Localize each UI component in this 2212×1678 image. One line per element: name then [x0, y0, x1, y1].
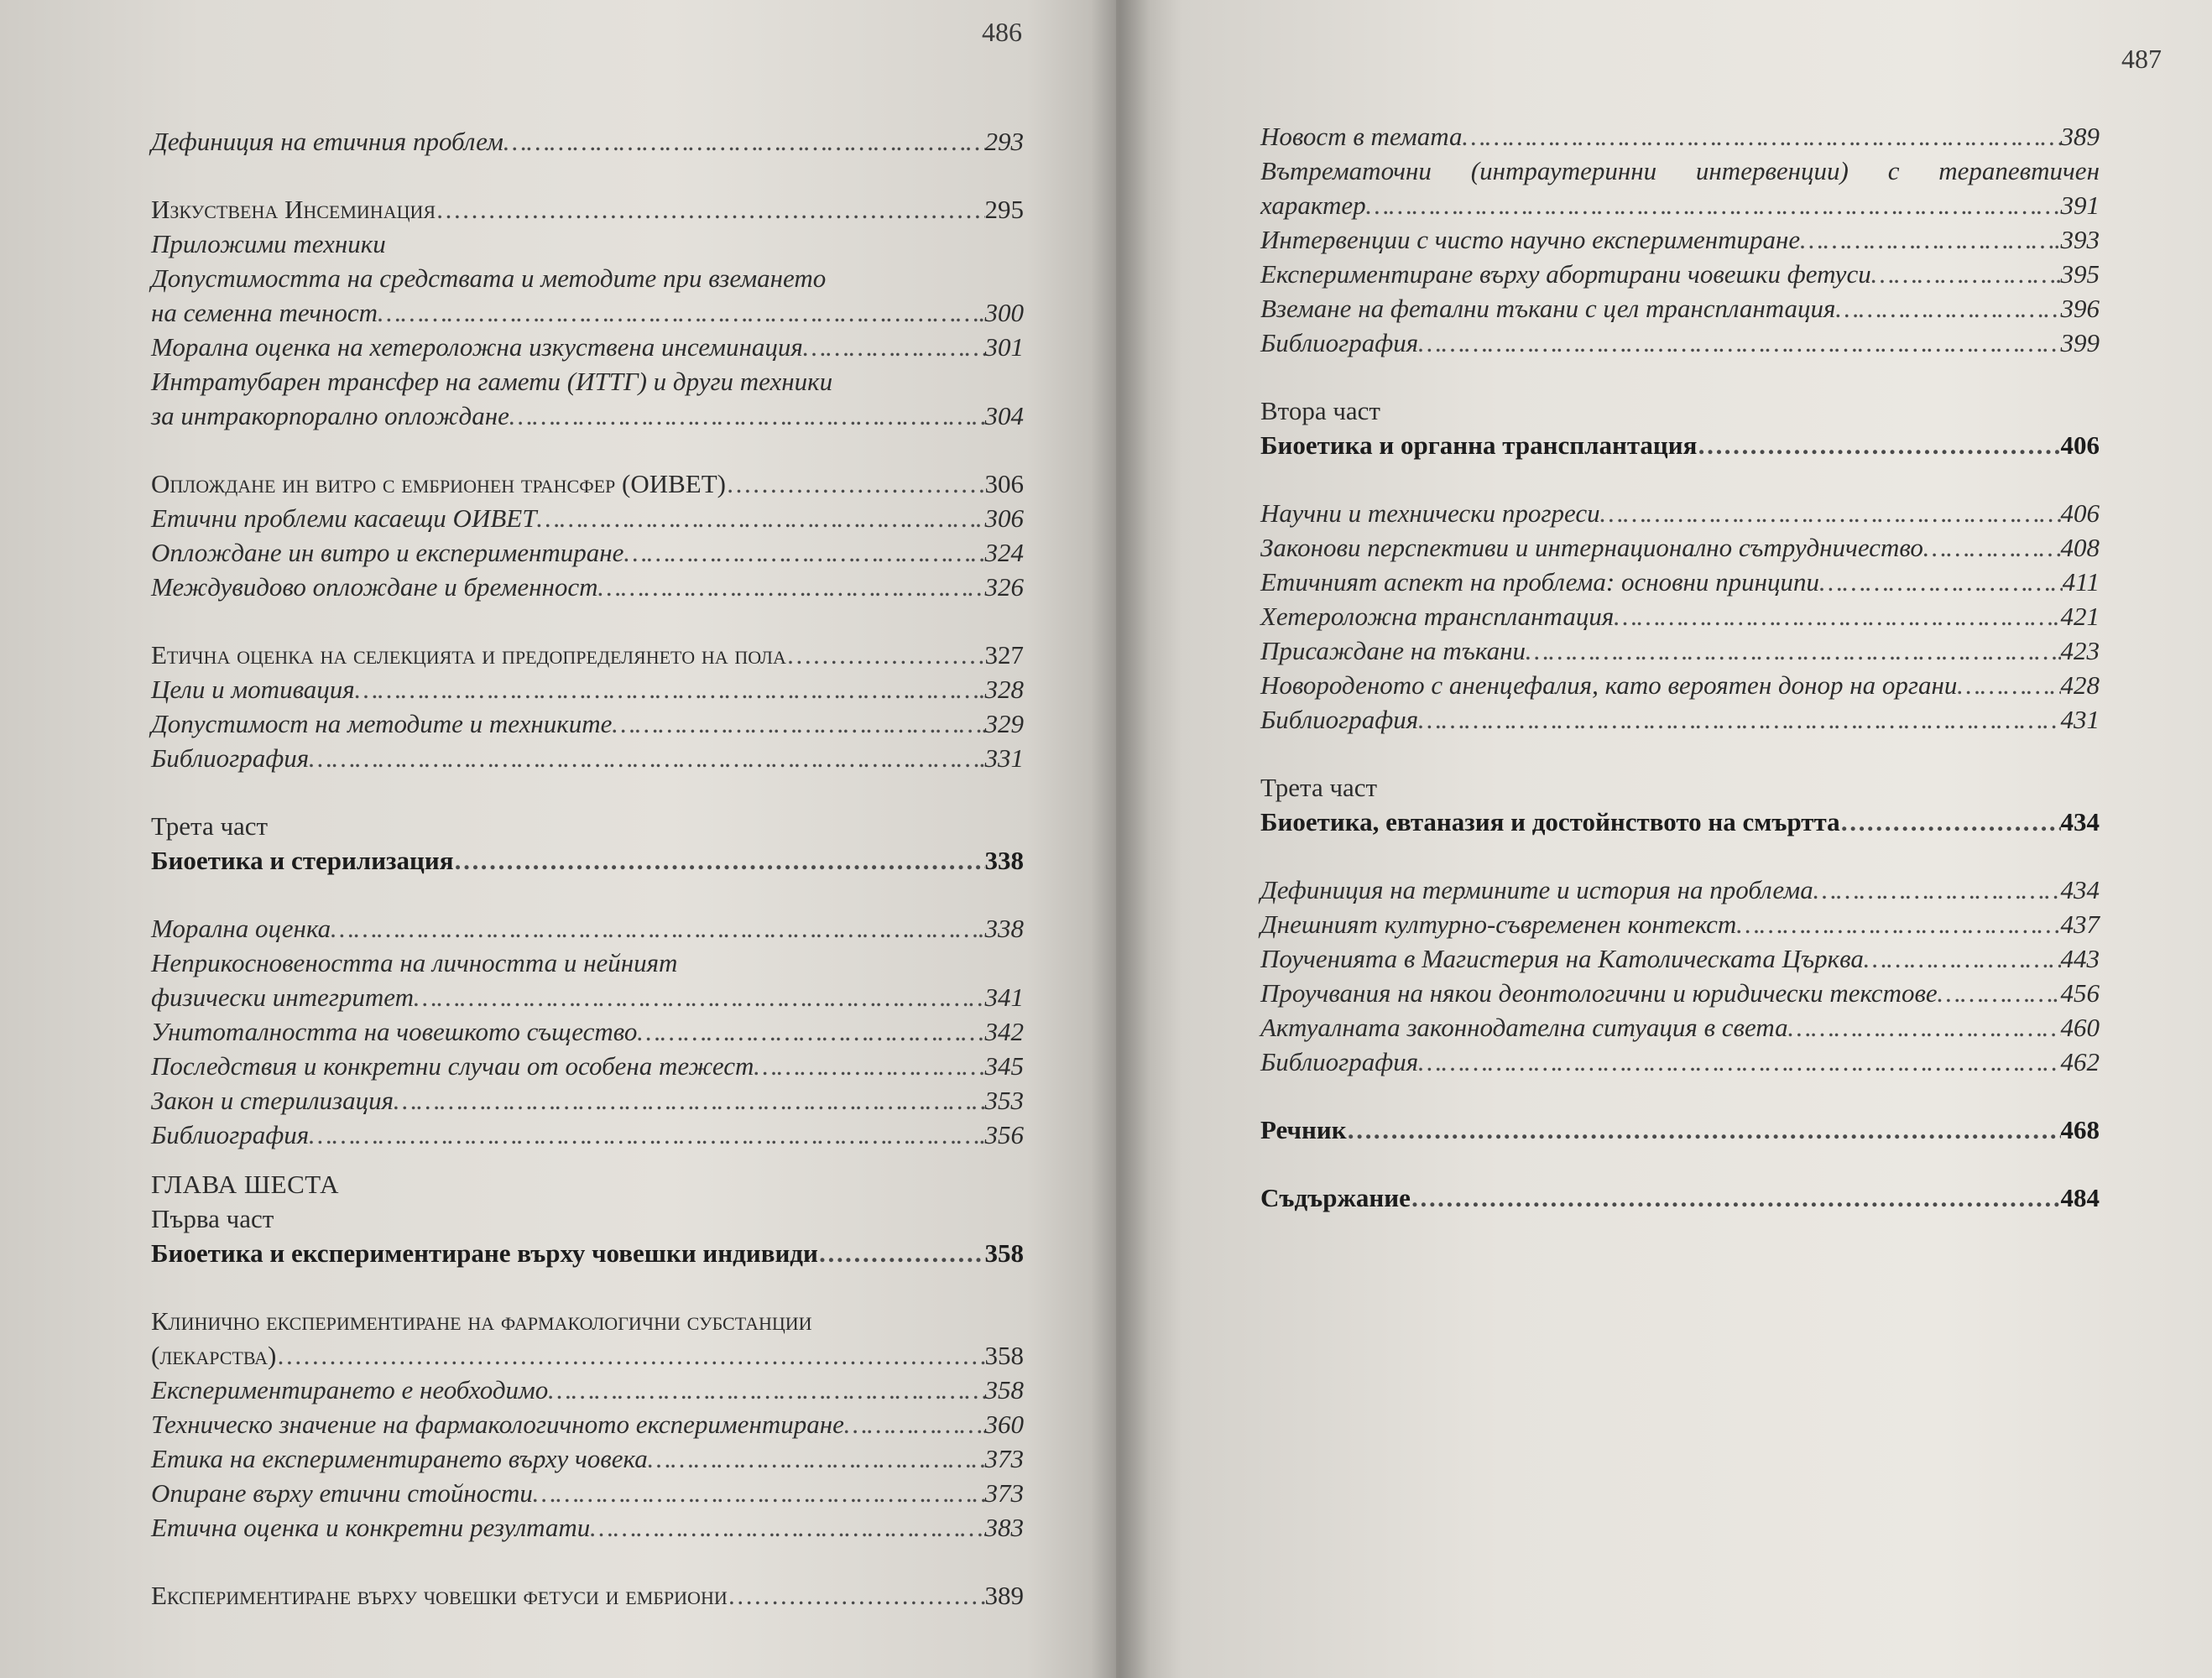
toc-entry[interactable]: характер …………………………………………………………………………………………………………………………………………………………………………………………………… 391: [1260, 188, 2100, 222]
toc-entry[interactable]: Днешният културно-съвременен контекст …………………………………………………………………………………………………………………………………………………………………………………………………… 437: [1260, 907, 2100, 941]
toc-section-heading[interactable]: Експериментиране върху човешки фетуси и ембриони …………………………………………………………………………………………………………………………………………………………………………………………………… 389: [151, 1578, 1024, 1613]
toc-entry[interactable]: Приложими техники: [151, 229, 386, 258]
toc-entry[interactable]: Хетероложна трансплантация …………………………………………………………………………………………………………………………………………………………………………………………………… 421: [1260, 599, 2100, 633]
toc-part-title[interactable]: Биоетика и стерилизация …………………………………………………………………………………………………………………………………………………………………………………………………… 338: [151, 843, 1024, 878]
toc-part-title[interactable]: Съдържание …………………………………………………………………………………………………………………………………………………………………………………………………… 484: [1260, 1180, 2100, 1215]
toc-entry[interactable]: Присаждане на тъкани …………………………………………………………………………………………………………………………………………………………………………………………………… 423: [1260, 633, 2100, 668]
toc-entry[interactable]: Закон и стерилизация …………………………………………………………………………………………………………………………………………………………………………………………………… 353: [151, 1083, 1024, 1118]
toc-entry[interactable]: физически интегритет …………………………………………………………………………………………………………………………………………………………………………………………………… 341: [151, 980, 1024, 1014]
toc-entry[interactable]: Оплождане ин витро и експериментиране …………………………………………………………………………………………………………………………………………………………………………………………………… 324: [151, 535, 1024, 570]
toc-section-heading-line[interactable]: Клинично експериментиране на фармакологични субстанции: [151, 1306, 812, 1336]
toc-entry[interactable]: Новороденото с аненцефалия, като вероятен донор на органи …………………………………………………………………………………………………………………………………………………………………………………………………… 428: [1260, 668, 2100, 702]
page-number: 487: [2121, 44, 2162, 74]
toc-entry[interactable]: Цели и мотивация …………………………………………………………………………………………………………………………………………………………………………………………………… 328: [151, 672, 1024, 706]
book-gutter-shadow: [1091, 0, 1150, 1678]
toc-entry[interactable]: Морална оценка на хетероложна изкуствена инсеминация …………………………………………………………………………………………………………………………………………………………………………………………………… 301: [151, 330, 1024, 364]
toc-entry[interactable]: Допустимост на методите и техниките …………………………………………………………………………………………………………………………………………………………………………………………………… 329: [151, 706, 1024, 741]
toc-entry[interactable]: Интервенции с чисто научно експериментиране …………………………………………………………………………………………………………………………………………………………………………………………………… 393: [1260, 222, 2100, 257]
toc-part-title[interactable]: Биоетика, евтаназия и достойнството на смъртта …………………………………………………………………………………………………………………………………………………………………………………………………… 434: [1260, 805, 2100, 839]
toc-entry[interactable]: Дефиниция на термините и история на проблема …………………………………………………………………………………………………………………………………………………………………………………………………… 434: [1260, 873, 2100, 907]
toc-entry[interactable]: Дефиниция на етичния проблем …………………………………………………………………………………………………………………………………………………………………………………………………… 293: [151, 124, 1024, 159]
toc-entry[interactable]: Библиография …………………………………………………………………………………………………………………………………………………………………………………………………… 462: [1260, 1045, 2100, 1079]
toc-entry[interactable]: Вземане на фетални тъкани с цел трансплантация …………………………………………………………………………………………………………………………………………………………………………………………………… 396: [1260, 291, 2100, 326]
part-label: Втора част: [1260, 396, 1380, 425]
toc-entry[interactable]: Библиография …………………………………………………………………………………………………………………………………………………………………………………………………… 399: [1260, 326, 2100, 360]
toc-entry-line[interactable]: Интратубарен трансфер на гамети (ИТТГ) и други техники: [151, 367, 833, 396]
toc-entry[interactable]: Законови перспективи и интернационално сътрудничество …………………………………………………………………………………………………………………………………………………………………………………………………… 408: [1260, 530, 2100, 565]
toc-entry[interactable]: Експериментиране върху абортирани човешки фетуси …………………………………………………………………………………………………………………………………………………………………………………………………… 395: [1260, 257, 2100, 291]
right-page: [1116, 0, 2212, 1678]
toc-entry[interactable]: Последствия и конкретни случаи от особена тежест …………………………………………………………………………………………………………………………………………………………………………………………………… 345: [151, 1049, 1024, 1083]
toc-entry-line[interactable]: Допустимостта на средствата и методите при вземането: [151, 263, 827, 293]
toc-section-heading[interactable]: Етична оценка на селекцията и предопределянето на пола …………………………………………………………………………………………………………………………………………………………………………………………………… 327: [151, 638, 1024, 672]
toc-entry[interactable]: Проучвания на някои деонтологични и юридически текстове …………………………………………………………………………………………………………………………………………………………………………………………………… 456: [1260, 976, 2100, 1010]
toc-entry[interactable]: Библиография …………………………………………………………………………………………………………………………………………………………………………………………………… 356: [151, 1118, 1024, 1152]
toc-entry[interactable]: Експериментирането е необходимо …………………………………………………………………………………………………………………………………………………………………………………………………… 358: [151, 1373, 1024, 1407]
toc-entry[interactable]: Научни и технически прогреси …………………………………………………………………………………………………………………………………………………………………………………………………… 406: [1260, 496, 2100, 530]
toc-part-title[interactable]: Биоетика и органна трансплантация …………………………………………………………………………………………………………………………………………………………………………………………………… 406: [1260, 428, 2100, 462]
part-label: Трета част: [1260, 773, 1378, 802]
toc-part-title[interactable]: Речник …………………………………………………………………………………………………………………………………………………………………………………………………… 468: [1260, 1113, 2100, 1147]
toc-entry[interactable]: Морална оценка …………………………………………………………………………………………………………………………………………………………………………………………………… 338: [151, 911, 1024, 946]
toc-section-heading[interactable]: Изкуствена Инсеминация …………………………………………………………………………………………………………………………………………………………………………………………………… 295: [151, 192, 1024, 227]
toc-section-heading[interactable]: Оплождане ин витро с ембрионен трансфер (ОИВЕТ) …………………………………………………………………………………………………………………………………………………………………………………………………… 306: [151, 466, 1024, 501]
toc-entry[interactable]: Междувидово оплождане и бременност …………………………………………………………………………………………………………………………………………………………………………………………………… 326: [151, 570, 1024, 604]
table-of-contents-left: [151, 124, 1024, 1613]
part-label: Трета част: [151, 811, 269, 841]
toc-entry[interactable]: Новост в темата …………………………………………………………………………………………………………………………………………………………………………………………………… 389: [1260, 119, 2100, 154]
part-label: Първа част: [151, 1204, 274, 1233]
toc-entry[interactable]: Етична оценка и конкретни резултати …………………………………………………………………………………………………………………………………………………………………………………………………… 383: [151, 1510, 1024, 1545]
table-of-contents-right: [1260, 119, 2100, 1215]
page-number: 486: [982, 17, 1022, 47]
toc-part-title[interactable]: Биоетика и експериментиране върху човешки индивиди …………………………………………………………………………………………………………………………………………………………………………………………………… 358: [151, 1236, 1024, 1270]
toc-entry[interactable]: за интракорпорално оплождане …………………………………………………………………………………………………………………………………………………………………………………………………… 304: [151, 399, 1024, 433]
toc-entry[interactable]: Техническо значение на фармакологичното експериментиране …………………………………………………………………………………………………………………………………………………………………………………………………… 360: [151, 1407, 1024, 1441]
toc-entry[interactable]: Библиография …………………………………………………………………………………………………………………………………………………………………………………………………… 431: [1260, 702, 2100, 737]
toc-entry-line[interactable]: Вътрематочни (интраутеринни интервенции) с терапевтичен: [1260, 156, 2100, 185]
toc-entry[interactable]: Поученията в Магистерия на Католическата Църква …………………………………………………………………………………………………………………………………………………………………………………………………… 443: [1260, 941, 2100, 976]
toc-entry-line[interactable]: Неприкосновеността на личността и нейният: [151, 948, 678, 977]
toc-entry[interactable]: Унитоталността на човешкото същество …………………………………………………………………………………………………………………………………………………………………………………………………… 342: [151, 1014, 1024, 1049]
toc-entry[interactable]: Библиография …………………………………………………………………………………………………………………………………………………………………………………………………… 331: [151, 741, 1024, 775]
toc-entry[interactable]: Опиране върху етични стойности …………………………………………………………………………………………………………………………………………………………………………………………………… 373: [151, 1476, 1024, 1510]
toc-entry[interactable]: Актуалната законнодателна ситуация в света …………………………………………………………………………………………………………………………………………………………………………………………………… 460: [1260, 1010, 2100, 1045]
toc-entry[interactable]: на семенна течност …………………………………………………………………………………………………………………………………………………………………………………………………… 300: [151, 295, 1024, 330]
toc-entry[interactable]: Етични проблеми касаещи ОИВЕТ …………………………………………………………………………………………………………………………………………………………………………………………………… 306: [151, 501, 1024, 535]
toc-entry[interactable]: Етичният аспект на проблема: основни принципи …………………………………………………………………………………………………………………………………………………………………………………………………… 411: [1260, 565, 2100, 599]
toc-section-heading[interactable]: (лекарства) …………………………………………………………………………………………………………………………………………………………………………………………………… 358: [151, 1338, 1024, 1373]
chapter-heading: ГЛАВА ШЕСТА: [151, 1170, 340, 1199]
toc-entry[interactable]: Етика на експериментирането върху човека …………………………………………………………………………………………………………………………………………………………………………………………………… 373: [151, 1441, 1024, 1476]
